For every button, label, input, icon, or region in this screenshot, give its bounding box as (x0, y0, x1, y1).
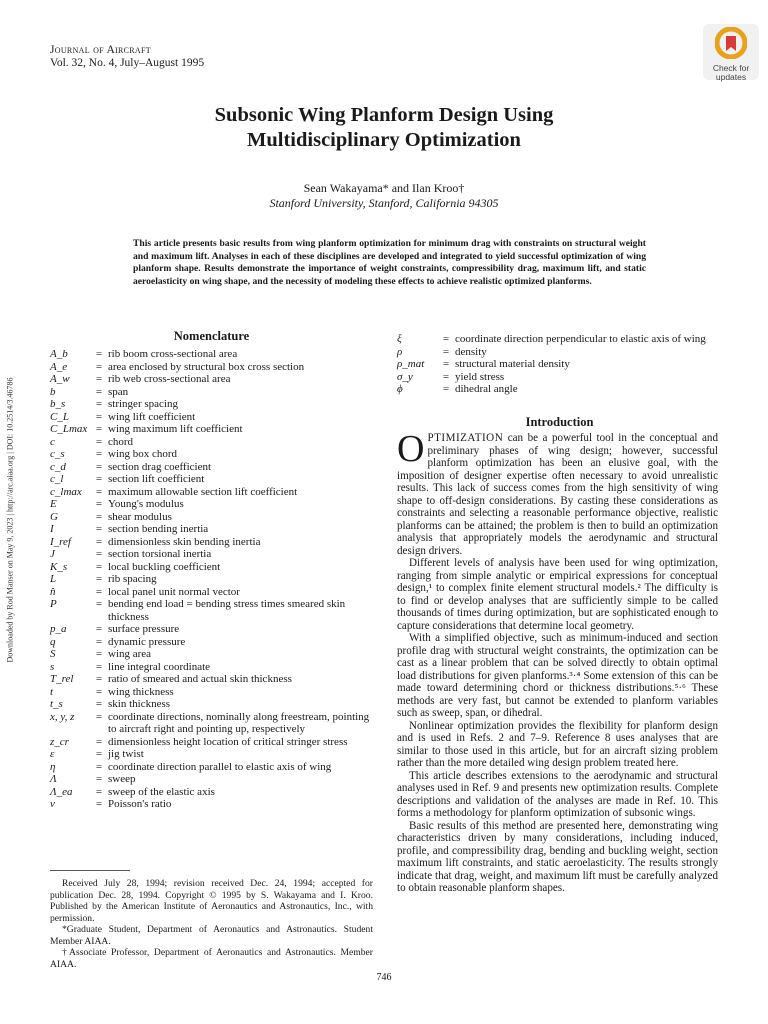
equals-sign: = (95, 360, 103, 373)
nomenclature-symbol: η (50, 760, 56, 773)
nomenclature-entry (397, 371, 722, 384)
nomenclature-entry (397, 333, 722, 346)
author-names: Sean Wakayama* and Ilan Kroo† (303, 181, 465, 195)
nomenclature-definition: rib boom cross-sectional area (108, 348, 238, 360)
footnote: Received July 28, 1994; revision received Dec. 24, 1994; accepted for publication Dec. 28, 1994. Copyright © 1995 by S. Wakayama and I. Kroo. Published by the American Institute of Aeronautics and Astronautics, Inc., with permission. (50, 878, 373, 924)
equals-sign: = (95, 448, 103, 460)
nomenclature-definition: dimensionless height location of critical stringer stress (108, 735, 348, 748)
nomenclature-definition: jig twist (108, 748, 144, 760)
equals-sign: = (95, 673, 103, 685)
nomenclature-symbol: Λ_ea (50, 785, 73, 798)
equals-sign: = (95, 510, 103, 523)
equals-sign: = (95, 698, 103, 710)
nomenclature-symbol: c_d (50, 460, 66, 473)
nomenclature-definition: local buckling coefficient (108, 560, 221, 573)
nomenclature-definition: bending end load = bending stress times smeared skin thickness (108, 598, 346, 623)
nomenclature-definition: coordinate directions, nominally along freestream, pointing to aircraft right and pointing up, respectively (108, 710, 370, 735)
nomenclature-symbol: C_Lmax (50, 423, 88, 435)
nomenclature-symbol: Λ (50, 773, 57, 785)
nomenclature-entry (50, 761, 373, 774)
nomenclature-definition: wing area (108, 648, 152, 660)
nomenclature-symbol: z_cr (50, 735, 69, 748)
nomenclature-list-right (397, 333, 722, 396)
nomenclature-definition: chord (108, 435, 134, 448)
nomenclature-entry (50, 386, 373, 399)
introduction-heading: Introduction (525, 415, 594, 429)
nomenclature-entry (50, 473, 373, 486)
nomenclature-symbol: n̂ (50, 585, 56, 598)
nomenclature-symbol: I_ref (50, 535, 71, 548)
nomenclature-definition: coordinate direction perpendicular to elastic axis of wing (455, 333, 706, 345)
equals-sign: = (95, 685, 103, 698)
nomenclature-list-left (50, 348, 373, 811)
equals-sign: = (95, 598, 103, 610)
equals-sign: = (95, 423, 103, 435)
equals-sign: = (95, 560, 103, 573)
badge-line-2: updates (715, 72, 747, 82)
nomenclature-entry (50, 511, 373, 524)
author-block (0, 181, 768, 211)
nomenclature-entry (50, 648, 373, 661)
equals-sign: = (95, 473, 103, 485)
nomenclature-entry (50, 786, 373, 799)
nomenclature-definition: yield stress (455, 370, 505, 383)
nomenclature-entry (50, 673, 373, 686)
nomenclature-heading: Nomenclature (173, 329, 250, 343)
download-side-note-text: Downloaded by Rod Manser on May 9, 2023 | http://arc.aiaa.org | DOI: 10.2514/3.46786 (5, 377, 15, 663)
nomenclature-symbol: s (50, 660, 55, 673)
abstract: This article presents basic results from wing planform optimization for minimum drag with constraints on structural weight and maximum lift. Analyses in each of these disciplines are developed and integrated to yield successful optimization of wing planform shape. Results demonstrate the importance of weight constraints, compressibility drag, maximum lift, and static aeroelasticity on wing shape, and the necessity of modeling these effects to achieve realistic optimized planforms. (133, 238, 646, 287)
check-for-updates-badge[interactable] (703, 24, 759, 80)
nomenclature-symbol: c_l (50, 473, 64, 485)
nomenclature-symbol: t (50, 685, 54, 698)
equals-sign: = (442, 345, 450, 358)
nomenclature-definition: dimensionless skin bending inertia (108, 535, 261, 548)
equals-sign: = (95, 773, 103, 785)
nomenclature-symbol: ρ (397, 345, 403, 358)
equals-sign: = (95, 348, 103, 360)
nomenclature-definition: sweep of the elastic axis (108, 785, 215, 798)
nomenclature-definition: wing thickness (108, 685, 174, 698)
nomenclature-definition: line integral coordinate (108, 660, 211, 673)
intro-paragraph: Basic results of this method are presented here, demonstrating wing characteristics driven by many considerations, including induced, profile, and compressibility drag, bending and buckling weight, section maximum lift constraints, and static aeroelasticity. The results strongly indicate that drag, weight, and maximum lift must be carefully analyzed to obtain reasonable planform shapes. (397, 819, 718, 894)
nomenclature-symbol: c_s (50, 448, 65, 460)
nomenclature-definition: coordinate direction parallel to elastic axis of wing (108, 760, 332, 773)
nomenclature-entry (397, 358, 722, 371)
nomenclature-definition: section lift coefficient (108, 473, 205, 485)
equals-sign: = (95, 573, 103, 585)
nomenclature-entry (50, 448, 373, 461)
equals-sign: = (95, 710, 103, 723)
nomenclature-definition: rib web cross-sectional area (108, 373, 231, 385)
nomenclature-symbol: A_b (50, 348, 68, 360)
nomenclature-entry (50, 798, 373, 811)
nomenclature-entry (50, 698, 373, 711)
nomenclature-entry (50, 373, 373, 386)
nomenclature-symbol: I (50, 523, 54, 535)
nomenclature-definition: sweep (108, 773, 136, 785)
footnote-rule (50, 870, 130, 871)
intro-paragraph-1 (397, 428, 718, 557)
nomenclature-symbol: x, y, z (50, 710, 75, 723)
equals-sign: = (442, 333, 450, 345)
nomenclature-definition: local panel unit normal vector (108, 585, 240, 598)
intro-paragraph-1-text: can be a powerful tool in the conceptual and preliminary phases of wing design; however, successful planform optimization has been an elusive goal, with the imposition of designer expertise often necessary to avoid unrealistic results. This lack of success comes from the high sensitivity of wing shape to off-design considerations. By casting these considerations as constraints and selecting a reasonable performance objective, realistic planforms can be attained; the problem is then to build an optimization analysis that appropriately models the aerodynamic and structural design drivers. (397, 432, 718, 557)
nomenclature-entry (50, 661, 373, 674)
nomenclature-entry (50, 498, 373, 511)
nomenclature-entry (50, 423, 373, 436)
nomenclature-entry (50, 548, 373, 561)
nomenclature-symbol: L (50, 573, 57, 585)
nomenclature-symbol: c_lmax (50, 485, 82, 498)
nomenclature-symbol: ε (50, 748, 55, 760)
nomenclature-section (50, 329, 373, 811)
nomenclature-entry (50, 711, 373, 736)
nomenclature-symbol: P (50, 598, 57, 610)
page-number: 746 (376, 972, 392, 983)
equals-sign: = (95, 398, 103, 410)
nomenclature-definition: skin thickness (108, 698, 171, 710)
nomenclature-entry (50, 461, 373, 474)
nomenclature-symbol: σ_y (397, 370, 413, 383)
equals-sign: = (95, 373, 103, 385)
nomenclature-symbol: t_s (50, 698, 63, 710)
nomenclature-symbol: q (50, 635, 56, 648)
nomenclature-symbol: ϕ (397, 383, 403, 395)
equals-sign: = (95, 435, 103, 448)
intro-lead-word: PTIMIZATION (427, 432, 504, 444)
nomenclature-symbol: b_s (50, 398, 66, 410)
nomenclature-definition: ratio of smeared and actual skin thickness (108, 673, 292, 685)
nomenclature-symbol: ρ_mat (397, 358, 425, 370)
nomenclature-symbol: J (50, 548, 55, 560)
equals-sign: = (95, 798, 103, 810)
nomenclature-entry (50, 736, 373, 749)
nomenclature-symbol: c (50, 435, 55, 448)
nomenclature-entry (50, 523, 373, 536)
equals-sign: = (95, 623, 103, 635)
nomenclature-symbol: p_a (50, 623, 67, 635)
equals-sign: = (95, 648, 103, 660)
equals-sign: = (442, 358, 450, 370)
nomenclature-entry (50, 411, 373, 424)
nomenclature-symbol: A_e (50, 360, 68, 373)
nomenclature-entry (50, 623, 373, 636)
nomenclature-definition: area enclosed by structural box cross section (108, 360, 305, 373)
nomenclature-definition: wing maximum lift coefficient (108, 423, 243, 435)
nomenclature-entry (50, 573, 373, 586)
equals-sign: = (95, 785, 103, 798)
nomenclature-definition: maximum allowable section lift coefficient (108, 485, 298, 498)
nomenclature-entry (50, 536, 373, 549)
nomenclature-entry (50, 586, 373, 599)
nomenclature-symbol: E (50, 498, 57, 510)
journal-name: Journal of Aircraft (50, 44, 151, 56)
nomenclature-symbol: C_L (50, 410, 69, 423)
nomenclature-entry (50, 348, 373, 361)
nomenclature-definition: span (108, 385, 129, 398)
nomenclature-symbol: S (50, 648, 56, 660)
equals-sign: = (95, 760, 103, 773)
equals-sign: = (95, 485, 103, 498)
drop-cap: O (397, 428, 425, 470)
nomenclature-definition: dihedral angle (455, 383, 518, 395)
nomenclature-symbol: ν (50, 798, 55, 810)
equals-sign: = (95, 635, 103, 648)
nomenclature-definition: wing box chord (108, 448, 178, 460)
nomenclature-definition: structural material density (455, 358, 570, 370)
nomenclature-entry (50, 561, 373, 574)
equals-sign: = (95, 523, 103, 535)
nomenclature-symbol: ξ (397, 333, 402, 345)
check-for-updates-icon (715, 27, 747, 59)
nomenclature-symbol: A_w (50, 373, 70, 385)
equals-sign: = (95, 660, 103, 673)
nomenclature-definition: section bending inertia (108, 523, 209, 535)
equals-sign: = (95, 748, 103, 760)
nomenclature-entry (50, 436, 373, 449)
equals-sign: = (442, 370, 450, 383)
nomenclature-entry (50, 598, 373, 623)
journal-issue: Vol. 32, No. 4, July–August 1995 (50, 57, 205, 69)
nomenclature-definition: density (455, 345, 487, 358)
nomenclature-definition: stringer spacing (108, 398, 178, 410)
intro-paragraph: Different levels of analysis have been used for wing optimization, ranging from simple analytic or empirical expressions for conceptual design,¹ to complex finite element structural models.² The difficulty is to find or develop analyses that are sufficiently simple to be called thousands of times during optimization, but are sophisticated enough to capture considerations that determine local geometry. (397, 557, 718, 632)
nomenclature-entry (397, 346, 722, 359)
nomenclature-definition: rib spacing (108, 573, 157, 585)
badge-line-1: Check for (712, 63, 750, 73)
equals-sign: = (95, 385, 103, 398)
nomenclature-entry (397, 383, 722, 396)
download-side-note (3, 355, 17, 685)
equals-sign: = (95, 410, 103, 423)
equals-sign: = (95, 498, 103, 510)
equals-sign: = (442, 383, 450, 395)
nomenclature-definition: Young's modulus (108, 498, 184, 510)
equals-sign: = (95, 585, 103, 598)
journal-header (50, 44, 204, 70)
nomenclature-entry (50, 486, 373, 499)
nomenclature-entry (50, 636, 373, 649)
footnote: *Graduate Student, Department of Aeronautics and Astronautics. Student Member AIAA. (50, 924, 373, 947)
article-title (0, 103, 768, 153)
introduction-body (397, 428, 718, 895)
footnote: †Associate Professor, Department of Aeronautics and Astronautics. Member AIAA. (50, 947, 373, 970)
nomenclature-definition: section torsional inertia (108, 548, 212, 560)
title-line-2: Multidisciplinary Optimization (247, 129, 521, 151)
nomenclature-entry (50, 748, 373, 761)
equals-sign: = (95, 735, 103, 748)
nomenclature-entry (50, 361, 373, 374)
intro-paragraph: This article describes extensions to the aerodynamic and structural analyses used in Ref. 9 and presents new optimization results. Complete descriptions and validation of the analyses are made in Ref. 10. This forms a methodology for planform optimization of subsonic wings. (397, 769, 718, 819)
nomenclature-entry (50, 773, 373, 786)
nomenclature-definition: surface pressure (108, 623, 180, 635)
title-line-1: Subsonic Wing Planform Design Using (214, 104, 554, 126)
nomenclature-entry (50, 686, 373, 699)
nomenclature-definition: section drag coefficient (108, 460, 212, 473)
nomenclature-definition: shear modulus (108, 510, 172, 523)
footnotes (50, 878, 373, 970)
nomenclature-entry (50, 398, 373, 411)
nomenclature-symbol: K_s (50, 560, 68, 573)
intro-paragraph: With a simplified objective, such as minimum-induced and section profile drag with structural weight constraints, the optimization can be cast as a linear problem that can be solved directly to obtain optimal load distributions for given planforms.³·⁴ Some extension of this can be made toward determining chord or thickness distributions.⁵·⁶ These methods are very fast, but cannot be extended to planform variables such as sweep, span, or dihedral. (397, 632, 718, 719)
nomenclature-definition: dynamic pressure (108, 635, 186, 648)
intro-paragraph: Nonlinear optimization provides the flexibility for planform design and is used in Refs. 2 and 7–9. Reference 8 uses analyses that are similar to those used in this article, but for an aircraft sizing problem rather than the more detailed wing design problem treated here. (397, 719, 718, 769)
nomenclature-symbol: T_rel (50, 673, 74, 685)
nomenclature-definition: Poisson's ratio (108, 798, 172, 810)
nomenclature-symbol: b (50, 385, 56, 398)
equals-sign: = (95, 548, 103, 560)
equals-sign: = (95, 535, 103, 548)
nomenclature-definition: wing lift coefficient (108, 410, 196, 423)
nomenclature-symbol: G (50, 510, 58, 523)
author-affiliation: Stanford University, Stanford, California 94305 (269, 196, 499, 210)
equals-sign: = (95, 460, 103, 473)
